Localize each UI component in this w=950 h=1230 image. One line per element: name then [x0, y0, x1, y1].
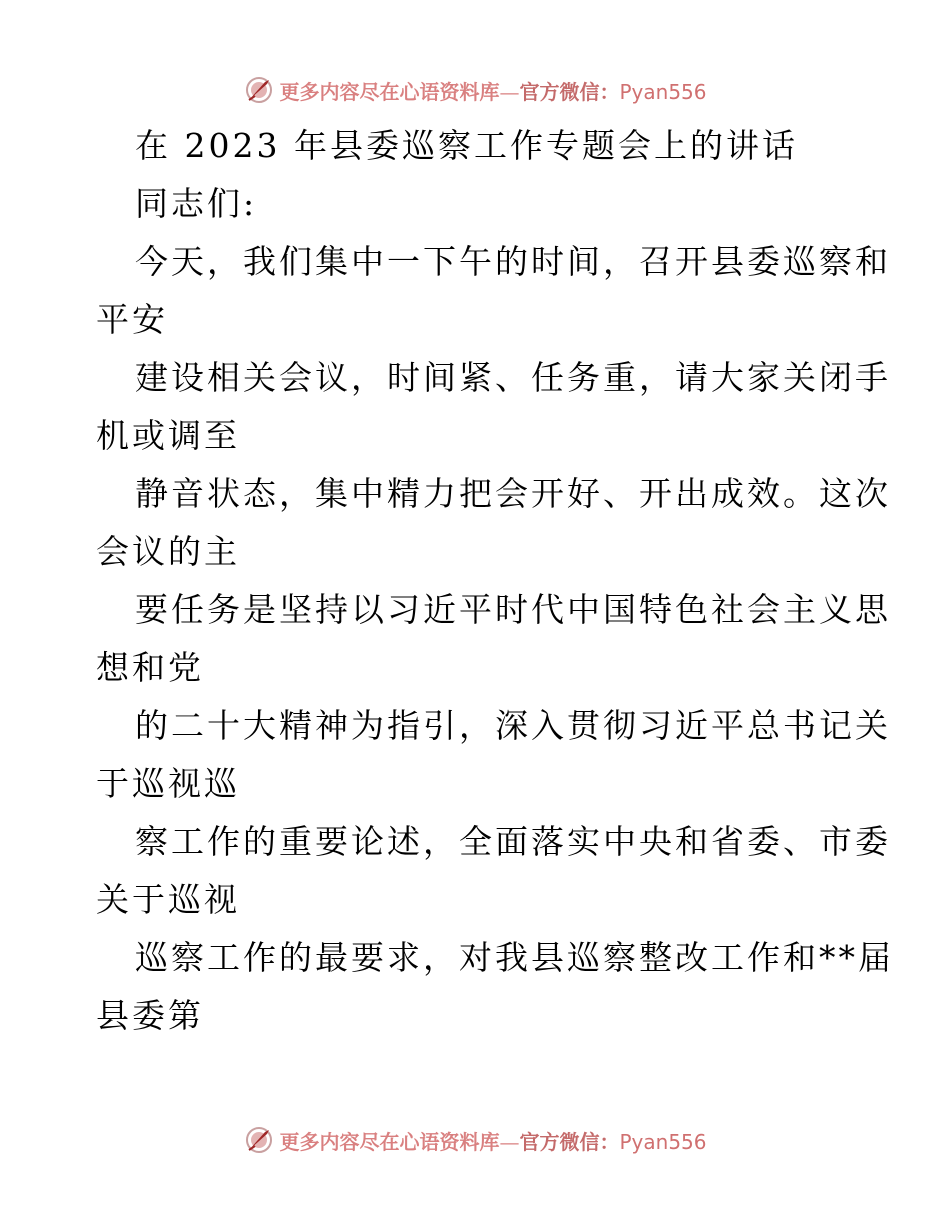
watermark-text [279, 1126, 706, 1155]
watermark-banner-top [0, 72, 950, 108]
body-text-line: 关于巡视 [96, 880, 240, 919]
body-text-line: 静音状态，集中精力把会开好、开出成效。这次 [135, 474, 891, 513]
quill-logo-icon [243, 74, 275, 106]
body-text-line: 要任务是坚持以习近平时代中国特色社会主义思 [135, 590, 891, 629]
body-text-line: 察工作的重要论述，全面落实中央和省委、市委 [135, 822, 891, 861]
body-text-line: 的二十大精神为指引，深入贯彻习近平总书记关 [135, 706, 891, 745]
body-text-line: 会议的主 [96, 532, 240, 571]
watermark-id: Pyan556 [619, 1129, 707, 1154]
watermark-text [279, 76, 706, 105]
body-text-line: 机或调至 [96, 416, 240, 455]
watermark-sub: 官方微信： [519, 79, 620, 104]
watermark-banner-bottom [0, 1122, 950, 1158]
watermark-row [243, 74, 706, 106]
watermark-sub: 官方微信： [519, 1129, 620, 1154]
watermark-main: 更多内容尽在心语资料库 [279, 79, 500, 104]
body-text-line: 平安 [96, 300, 168, 339]
watermark-main: 更多内容尽在心语资料库 [279, 1129, 500, 1154]
quill-logo-icon [243, 1124, 275, 1156]
document-title: 在 2023 年县委巡察工作专题会上的讲话 [135, 126, 798, 165]
watermark-id: Pyan556 [619, 79, 707, 104]
watermark-dash: — [499, 1129, 520, 1154]
body-text-line: 想和党 [96, 648, 204, 687]
body-text-line: 巡察工作的最要求，对我县巡察整改工作和**届 [135, 938, 894, 977]
document-body [0, 117, 950, 1045]
body-text-line: 于巡视巡 [96, 764, 240, 803]
body-text-line: 县委第 [96, 996, 204, 1035]
body-text-line: 建设相关会议，时间紧、任务重，请大家关闭手 [135, 358, 891, 397]
watermark-dash: — [499, 79, 520, 104]
watermark-row [243, 1124, 706, 1156]
salutation: 同志们: [135, 184, 258, 223]
body-text-line: 今天，我们集中一下午的时间，召开县委巡察和 [135, 242, 891, 281]
